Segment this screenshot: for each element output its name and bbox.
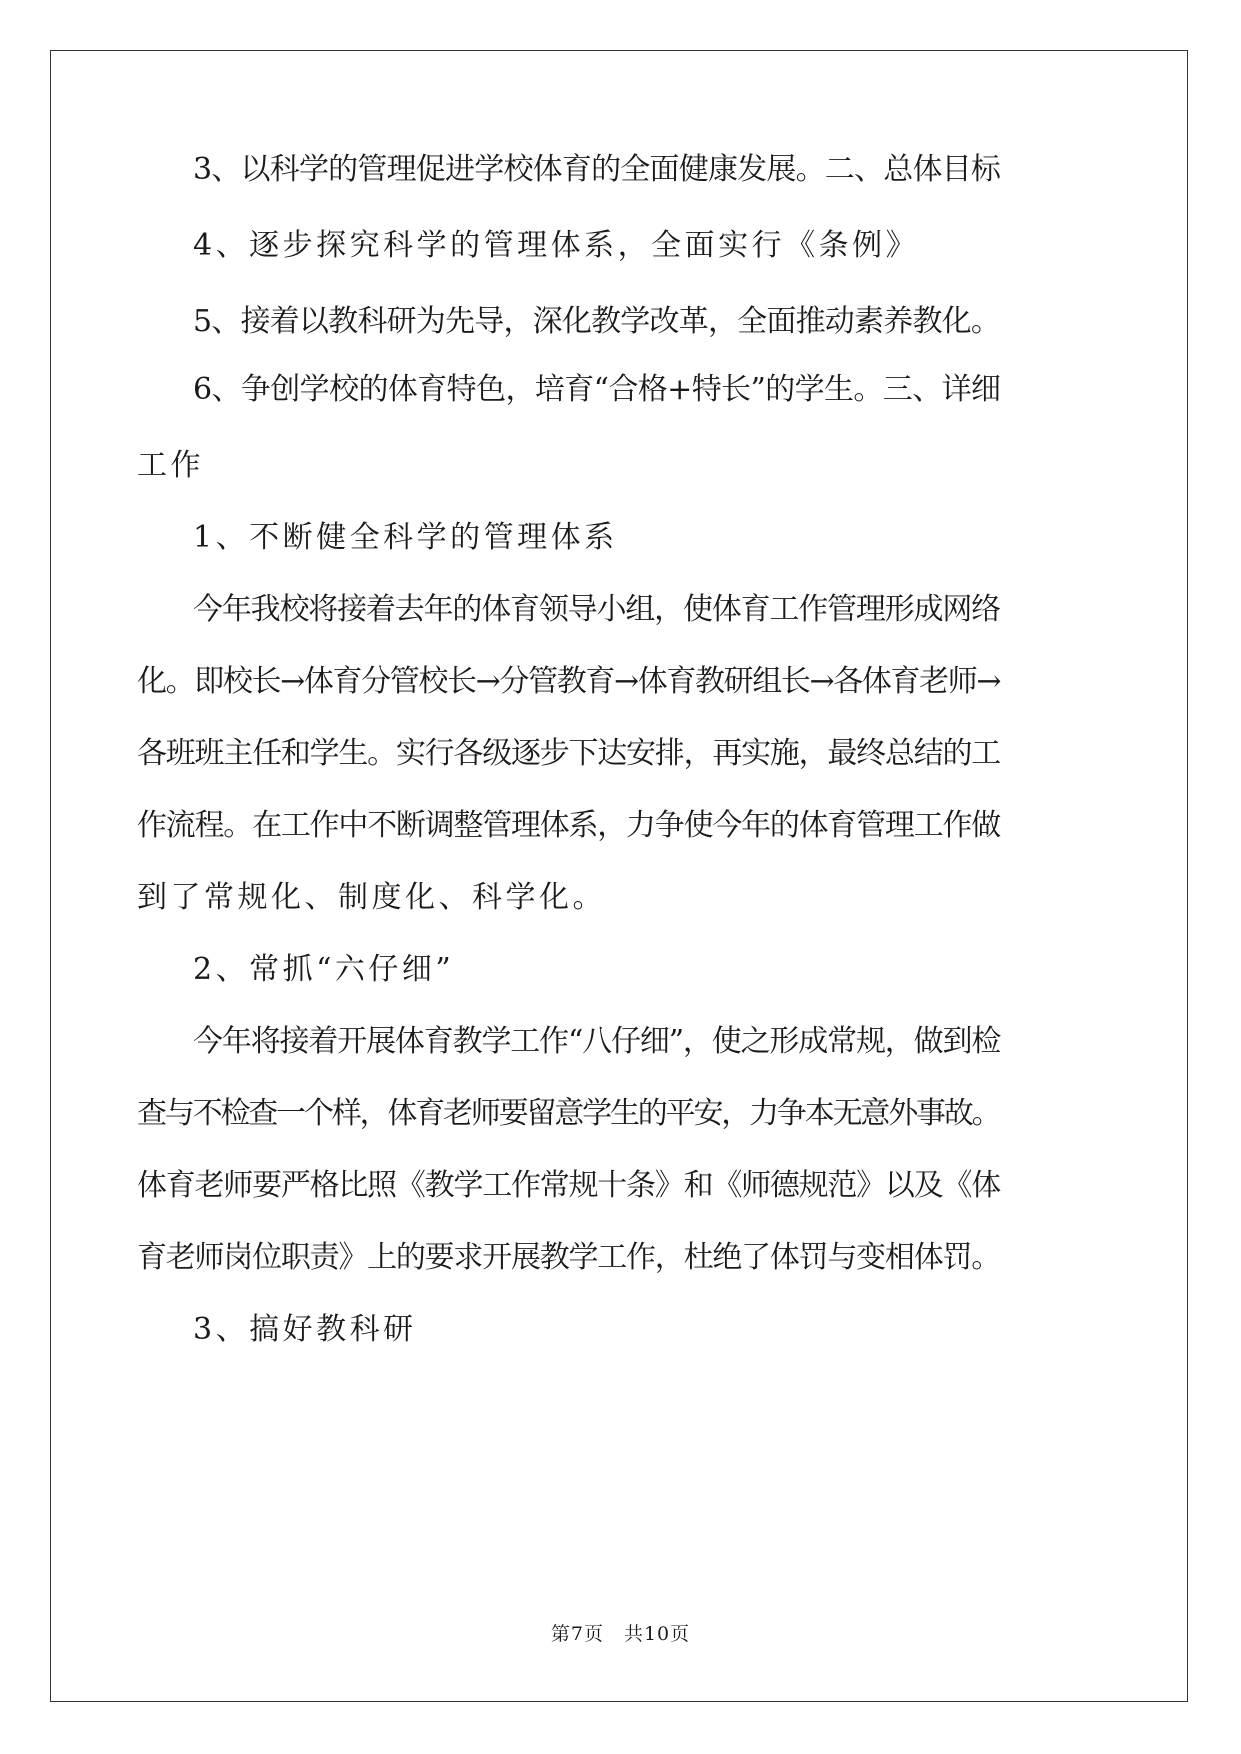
paragraph-line: 6、争创学校的体育特色，培育“合格+特长”的学生。三、详细	[193, 372, 1001, 407]
paragraph-line: 今年我校将接着去年的体育领导小组，使体育工作管理形成网络	[193, 592, 1000, 627]
paragraph-line: 化。即校长→体育分管校长→分管教育→体育教研组长→各体育老师→	[137, 664, 1001, 699]
paragraph-line: 2、常抓“六仔细”	[193, 952, 455, 987]
paragraph-line: 到了常规化、制度化、科学化。	[137, 880, 606, 915]
paragraph-line: 育老师岗位职责》上的要求开展教学工作，杜绝了体罚与变相体罚。	[137, 1240, 1000, 1275]
paragraph-line: 今年将接着开展体育教学工作“八仔细”，使之形成常规，做到检	[193, 1024, 1001, 1059]
paragraph-line: 作流程。在工作中不断调整管理体系，力争使今年的体育管理工作做	[137, 808, 1000, 843]
paragraph-line: 1、不断健全科学的管理体系	[193, 520, 618, 555]
page-border	[50, 50, 1188, 1702]
paragraph-line: 工作	[137, 448, 204, 483]
paragraph-line: 3、搞好教科研	[193, 1312, 417, 1347]
paragraph-line: 5、接着以教科研为先导，深化教学改革，全面推动素养教化。	[193, 304, 1001, 339]
paragraph-line: 3、以科学的管理促进学校体育的全面健康发展。二、总体目标	[193, 152, 1001, 187]
paragraph-line: 体育老师要严格比照《教学工作常规十条》和《师德规范》以及《体	[137, 1168, 1000, 1203]
page-number-footer: 第7页 共10页	[550, 1623, 691, 1645]
paragraph-line: 4、逐步探究科学的管理体系，全面实行《条例》	[193, 228, 920, 263]
paragraph-line: 查与不检查一个样，体育老师要留意学生的平安，力争本无意外事故。	[137, 1096, 1000, 1131]
paragraph-line: 各班班主任和学生。实行各级逐步下达安排，再实施，最终总结的工	[137, 736, 1000, 771]
